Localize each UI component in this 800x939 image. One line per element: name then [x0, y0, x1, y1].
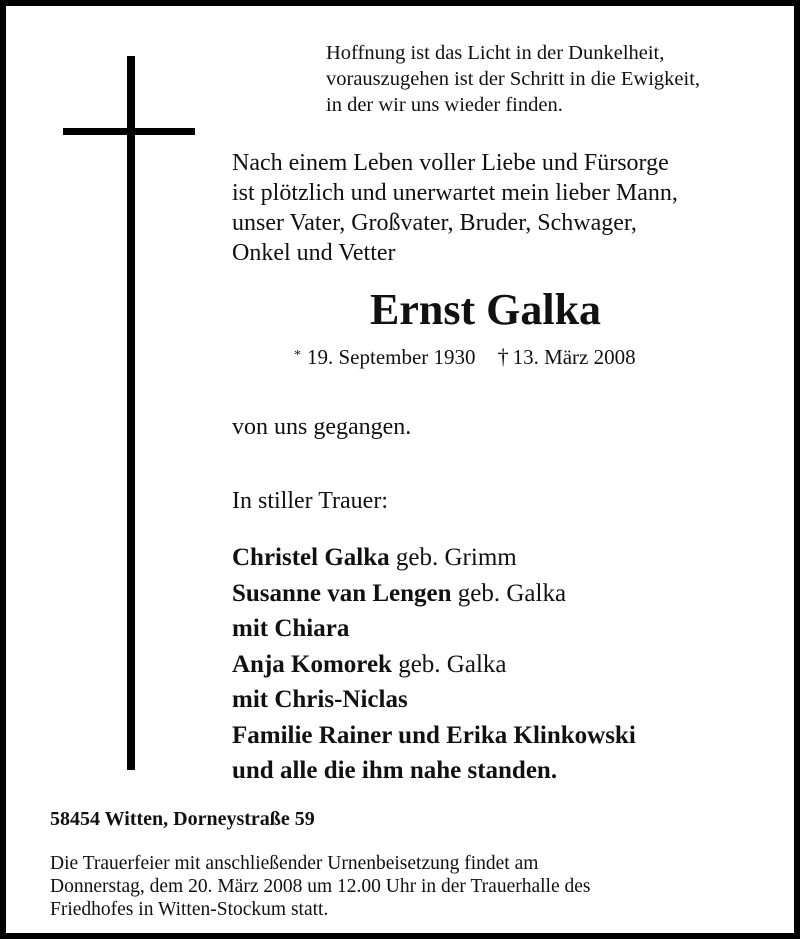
family-list [232, 540, 636, 789]
ceremony-line: Donnerstag, dem 20. März 2008 um 12.00 Uhr in der Trauerhalle des [50, 876, 591, 897]
verse-line: in der wir uns wieder finden. [326, 94, 563, 116]
intro-line: ist plötzlich und unerwartet mein lieber Mann, [232, 180, 678, 206]
family-member [232, 611, 636, 647]
family-member-name: Susanne van Lengen [232, 579, 452, 607]
intro-line: unser Vater, Großvater, Bruder, Schwager, [232, 210, 637, 236]
family-member [232, 576, 636, 612]
mourning-text: In stiller Trauer: [232, 488, 388, 514]
cross-icon-crossbar [63, 128, 195, 135]
ceremony-text [50, 852, 590, 921]
family-member [232, 718, 636, 754]
family-member [232, 753, 636, 789]
verse-line: vorauszugehen ist der Schritt in die Ewigkeit, [326, 68, 701, 90]
ceremony-line: Die Trauerfeier mit anschließender Urnenbeisetzung findet am [50, 853, 539, 874]
life-dates [294, 342, 636, 371]
family-member [232, 540, 636, 576]
deceased-name: Ernst Galka [370, 285, 602, 334]
family-member-note: geb. Galka [451, 579, 567, 607]
family-member [232, 647, 636, 683]
family-member-name: Christel Galka [232, 544, 390, 571]
birth-star-icon: * [294, 348, 301, 363]
family-member-name: Familie Rainer und Erika Klinkowski [232, 721, 636, 749]
family-member-name: mit Chiara [232, 615, 350, 642]
address: 58454 Witten, Dorneystraße 59 [50, 808, 315, 830]
verse-line: Hoffnung ist das Licht in der Dunkelheit, [326, 42, 665, 64]
family-member-name: und alle die ihm nahe standen. [232, 757, 558, 784]
family-member-name: mit Chris-Niclas [232, 686, 408, 713]
family-member-note: geb. Galka [391, 650, 507, 678]
ceremony-line: Friedhofes in Witten-Stockum statt. [50, 899, 329, 920]
intro-line: Nach einem Leben voller Liebe und Fürsorge [232, 150, 669, 176]
death-cross-icon: † [497, 344, 509, 369]
intro-text [232, 148, 678, 268]
family-member-note: geb. Grimm [389, 544, 517, 571]
family-member-name: Anja Komorek [232, 650, 392, 678]
intro-line: Onkel und Vetter [232, 240, 396, 266]
family-member [232, 682, 636, 718]
verse [326, 40, 700, 118]
death-date: 13. März 2008 [512, 345, 636, 369]
cross-icon [127, 56, 135, 770]
gone-text: von uns gegangen. [232, 414, 412, 440]
birth-date: 19. September 1930 [307, 345, 476, 369]
